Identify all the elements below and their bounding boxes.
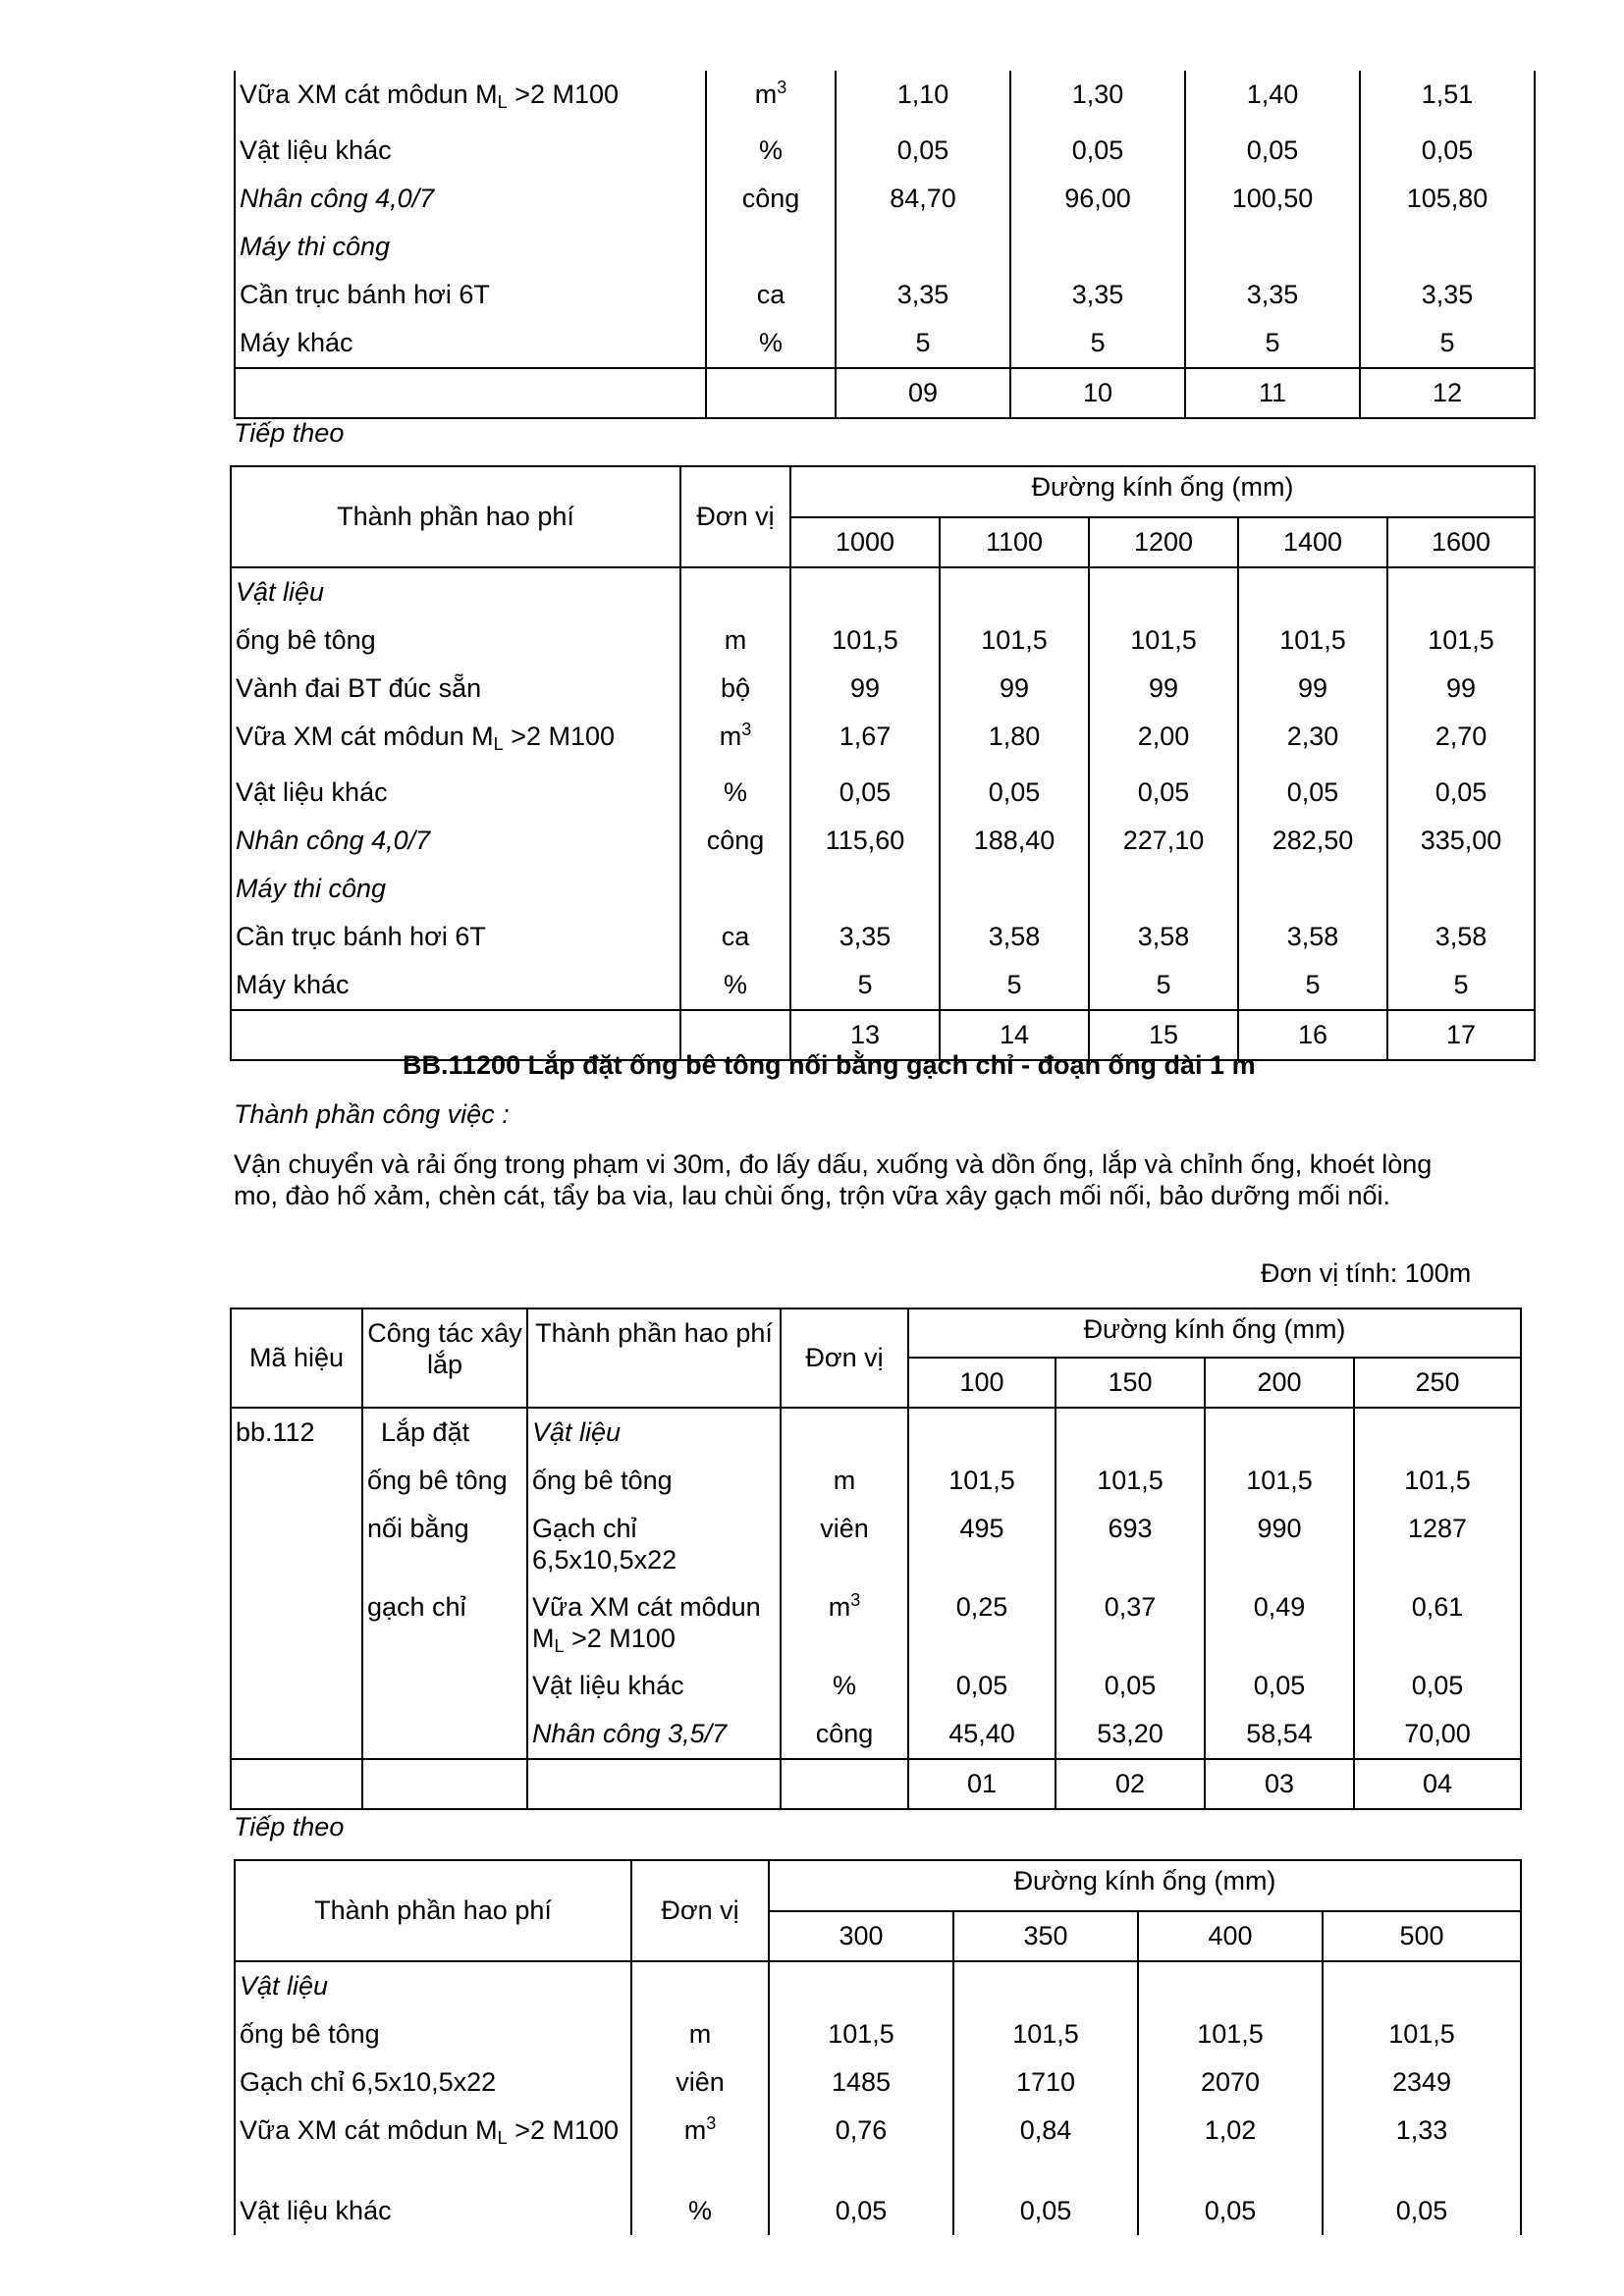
diameter-header: 1000 [790,517,940,567]
table-row [235,2187,1521,2235]
row-value: 0,76 [769,2107,953,2187]
norm-table-1000-1600 [230,465,1536,1061]
row-value: 3,35 [790,913,940,961]
header-code: Mã hiệu [231,1308,362,1408]
row-value: 5 [1387,961,1535,1010]
header-diameter: Đường kính ống (mm) [790,466,1535,517]
row-label: ống bê tông [231,616,680,665]
code-cell: 12 [1360,368,1535,418]
row-unit: $m^3$ [631,2107,769,2187]
table-row [231,1408,1521,1457]
row-unit: $m^3$ [781,1583,908,1662]
row-value: 5 [940,961,1089,1010]
code-cell: 11 [1185,368,1360,418]
row-label: Vật liệu khác [235,127,706,175]
row-unit: % [706,127,836,175]
row-value: 0,05 [1056,1662,1205,1710]
code-row [235,368,1535,418]
row-value: 0,05 [1010,127,1185,175]
row-value [1354,1408,1521,1457]
row-value: 2,30 [1238,713,1387,769]
row-work: gạch chỉ [362,1583,527,1662]
table-row [231,1710,1521,1759]
row-value: 3,58 [1089,913,1238,961]
header-unit: Đơn vị [781,1308,908,1408]
row-unit [680,865,790,913]
code-row [231,1759,1521,1809]
row-label: Vữa XM cát môdun $M_L >2$ M100 [235,71,706,127]
row-value: 3,35 [836,271,1010,319]
row-value [1387,865,1535,913]
row-label: Nhân công 3,5/7 [527,1710,781,1759]
section-title: BB.11200 Lắp đặt ống bê tông nối bằng gạch chỉ - đoạn ống dài 1 m [403,1050,1256,1080]
code-cell: 17 [1387,1010,1535,1060]
row-value: 2,00 [1089,713,1238,769]
row-value: 3,58 [940,913,1089,961]
row-value [1089,865,1238,913]
row-value: 101,5 [1323,2010,1521,2058]
row-value: 0,05 [769,2187,953,2235]
row-value: 1,40 [1185,71,1360,127]
header-component: Thành phần hao phí [527,1308,781,1408]
row-work [362,1710,527,1759]
row-value: 0,37 [1056,1583,1205,1662]
row-value: 101,5 [1089,616,1238,665]
header-component: Thành phần hao phí [235,1860,631,1961]
row-value: 3,58 [1387,913,1535,961]
row-value: 3,58 [1238,913,1387,961]
row-value: 0,05 [836,127,1010,175]
row-value: 101,5 [1387,616,1535,665]
table-row [231,913,1535,961]
diameter-header: 1100 [940,517,1089,567]
table-row [231,769,1535,817]
row-value: 1,10 [836,71,1010,127]
row-code [231,1710,362,1759]
table-row [231,616,1535,665]
row-value: 101,5 [908,1457,1056,1505]
table-row [231,665,1535,713]
row-unit: công [706,175,836,223]
row-value: 693 [1056,1505,1205,1583]
row-label: Vữa XM cát môdun $M_L >2$ M100 [527,1583,781,1662]
row-unit: viên [631,2058,769,2107]
row-value: 5 [1010,319,1185,368]
unit-note: Đơn vị tính: 100m [1261,1258,1472,1288]
row-unit: viên [781,1505,908,1583]
table-row [235,223,1535,271]
row-unit: % [680,769,790,817]
work-description: Vận chuyển và rải ống trong phạm vi 30m, đo lấy dấu, xuống và dồn ống, lắp và chỉnh ống, khoét lòng mo, đào hố xảm, chèn cát, tẩy ba via, lau chùi ống, trộn vữa xây gạch mối nối, bảo dưỡng mối nối. [234,1149,1433,1210]
row-label: Vật liệu [527,1408,781,1457]
row-label: Gạch chỉ 6,5x10,5x22 [527,1505,781,1583]
header-diameter: Đường kính ống (mm) [908,1308,1521,1358]
row-value: 5 [790,961,940,1010]
table-row [231,567,1535,616]
table-row [235,127,1535,175]
row-value: 0,05 [908,1662,1056,1710]
diameter-header: 400 [1138,1911,1323,1961]
row-unit: công [680,817,790,865]
code-cell: 09 [836,368,1010,418]
row-value: 282,50 [1238,817,1387,865]
code-cell: 01 [908,1759,1056,1809]
diameter-header: 1400 [1238,517,1387,567]
row-value: 53,20 [1056,1710,1205,1759]
row-unit: % [706,319,836,368]
header-component: Thành phần hao phí [231,466,680,567]
row-value [1360,223,1535,271]
row-value [1238,865,1387,913]
row-value: 1710 [953,2058,1138,2107]
table-row [235,2010,1521,2058]
row-value: 3,35 [1185,271,1360,319]
row-value: 101,5 [769,2010,953,2058]
row-value: 101,5 [940,616,1089,665]
row-value [940,865,1089,913]
row-value: 0,05 [790,769,940,817]
row-value [769,1961,953,2010]
row-value [1238,567,1387,616]
row-unit: $m^3$ [706,71,836,127]
row-value: 0,61 [1354,1583,1521,1662]
row-unit [680,567,790,616]
row-value: 84,70 [836,175,1010,223]
code-cell: 04 [1354,1759,1521,1809]
table-row [235,2058,1521,2107]
row-label: Vật liệu khác [235,2187,631,2235]
diameter-header: 1200 [1089,517,1238,567]
row-unit [781,1408,908,1457]
row-label: Máy khác [231,961,680,1010]
row-value: 5 [1238,961,1387,1010]
code-cell: 15 [1089,1010,1238,1060]
row-value: 0,05 [1323,2187,1521,2235]
row-label: ống bê tông [235,2010,631,2058]
row-value: 1485 [769,2058,953,2107]
row-value: 0,25 [908,1583,1056,1662]
row-value: 1,51 [1360,71,1535,127]
row-value: 1,30 [1010,71,1185,127]
row-value: 101,5 [1056,1457,1205,1505]
row-unit: m [781,1457,908,1505]
diameter-header: 500 [1323,1911,1521,1961]
row-work [362,1662,527,1710]
header-diameter: Đường kính ống (mm) [769,1860,1521,1911]
row-value: 101,5 [1205,1457,1354,1505]
row-unit: công [781,1710,908,1759]
table-row [231,1505,1521,1583]
code-cell: 10 [1010,368,1185,418]
code-cell: 13 [790,1010,940,1060]
table-row [231,817,1535,865]
row-code: bb.112 [231,1408,362,1457]
row-code [231,1505,362,1583]
row-label: Nhân công 4,0/7 [235,175,706,223]
norm-table-continued-top [234,71,1536,419]
row-value: 99 [790,665,940,713]
code-empty-cell [231,1759,362,1809]
row-label: Vành đai BT đúc sẵn [231,665,680,713]
row-label: Vật liệu [231,567,680,616]
row-value [1323,1961,1521,2010]
table-row [231,1662,1521,1710]
row-value: 115,60 [790,817,940,865]
code-empty-cell [706,368,836,418]
row-label: ống bê tông [527,1457,781,1505]
table-row [231,961,1535,1010]
row-label: Máy thi công [231,865,680,913]
row-unit [631,1961,769,2010]
row-value: 101,5 [953,2010,1138,2058]
row-value: 99 [1387,665,1535,713]
row-value: 0,05 [940,769,1089,817]
row-value: 0,49 [1205,1583,1354,1662]
row-value: 0,84 [953,2107,1138,2187]
row-code [231,1583,362,1662]
row-value: 0,05 [1387,769,1535,817]
code-cell: 14 [940,1010,1089,1060]
row-value: 0,05 [1089,769,1238,817]
row-value: 96,00 [1010,175,1185,223]
code-empty-cell [235,368,706,418]
row-value: 58,54 [1205,1710,1354,1759]
row-unit: bộ [680,665,790,713]
row-label: Cần trục bánh hơi 6T [231,913,680,961]
row-label: Nhân công 4,0/7 [231,817,680,865]
row-label: Gạch chỉ 6,5x10,5x22 [235,2058,631,2107]
diameter-header: 250 [1354,1358,1521,1408]
row-value [1185,223,1360,271]
row-value: 0,05 [1185,127,1360,175]
row-value [1387,567,1535,616]
row-value: 101,5 [790,616,940,665]
code-empty-cell [362,1759,527,1809]
table-row [231,1583,1521,1662]
norm-table-300-500 [234,1859,1522,2235]
row-unit: m [631,2010,769,2058]
row-label: Vật liệu khác [231,769,680,817]
row-value: 105,80 [1360,175,1535,223]
row-value: 0,05 [1205,1662,1354,1710]
row-value: 5 [1089,961,1238,1010]
row-unit: % [680,961,790,1010]
code-cell: 03 [1205,1759,1354,1809]
continued-caption: Tiếp theo [234,1812,345,1842]
diameter-header: 300 [769,1911,953,1961]
row-value: 0,05 [1138,2187,1323,2235]
row-unit: $m^3$ [680,713,790,769]
row-label: Cần trục bánh hơi 6T [235,271,706,319]
row-value: 1,80 [940,713,1089,769]
row-value: 1,02 [1138,2107,1323,2187]
row-value [1205,1408,1354,1457]
row-unit: ca [680,913,790,961]
table-row [235,2107,1521,2187]
row-value: 227,10 [1089,817,1238,865]
row-value [953,1961,1138,2010]
row-label: Vữa XM cát môdun $M_L >2$ M100 [235,2107,631,2187]
diameter-header: 100 [908,1358,1056,1408]
row-value: 1287 [1354,1505,1521,1583]
table-row [235,319,1535,368]
row-value: 45,40 [908,1710,1056,1759]
code-empty-cell [527,1759,781,1809]
row-value [1089,567,1238,616]
row-value: 101,5 [1354,1457,1521,1505]
row-value: 2349 [1323,2058,1521,2107]
code-cell: 02 [1056,1759,1205,1809]
row-value [1056,1408,1205,1457]
row-label: Máy khác [235,319,706,368]
row-unit [706,223,836,271]
row-value [1138,1961,1323,2010]
row-label: Vữa XM cát môdun $M_L >2$ M100 [231,713,680,769]
diameter-header: 350 [953,1911,1138,1961]
row-unit: % [631,2187,769,2235]
diameter-header: 200 [1205,1358,1354,1408]
row-work: nối bằng [362,1505,527,1583]
row-value: 2070 [1138,2058,1323,2107]
norm-table-bb112 [230,1308,1522,1810]
code-cell: 16 [1238,1010,1387,1060]
row-value: 70,00 [1354,1710,1521,1759]
row-value: 495 [908,1505,1056,1583]
row-value [790,865,940,913]
row-value: 0,05 [1238,769,1387,817]
header-unit: Đơn vị [680,466,790,567]
row-value: 101,5 [1238,616,1387,665]
row-value: 3,35 [1010,271,1185,319]
table-row [231,713,1535,769]
row-unit: % [781,1662,908,1710]
continued-caption: Tiếp theo [234,418,345,448]
row-value [790,567,940,616]
row-value: 101,5 [1138,2010,1323,2058]
row-unit: ca [706,271,836,319]
table-row [235,175,1535,223]
row-work: Lắp đặt [362,1408,527,1457]
work-label: Thành phần công việc : [234,1099,510,1129]
table-row [235,71,1535,127]
diameter-header: 150 [1056,1358,1205,1408]
row-value: 990 [1205,1505,1354,1583]
table-row [231,865,1535,913]
row-value: 5 [836,319,1010,368]
row-value: 0,05 [1360,127,1535,175]
row-label: Vật liệu [235,1961,631,2010]
row-code [231,1662,362,1710]
row-value: 5 [1360,319,1535,368]
code-empty-cell [781,1759,908,1809]
row-value: 1,33 [1323,2107,1521,2187]
row-value: 5 [1185,319,1360,368]
row-value [1010,223,1185,271]
row-value: 99 [940,665,1089,713]
row-unit: m [680,616,790,665]
row-value: 335,00 [1387,817,1535,865]
row-label: Máy thi công [235,223,706,271]
row-value: 100,50 [1185,175,1360,223]
row-work: ống bê tông [362,1457,527,1505]
header-unit: Đơn vị [631,1860,769,1961]
row-code [231,1457,362,1505]
row-value: 2,70 [1387,713,1535,769]
row-value: 1,67 [790,713,940,769]
diameter-header: 1600 [1387,517,1535,567]
row-value [836,223,1010,271]
row-value [940,567,1089,616]
row-value: 3,35 [1360,271,1535,319]
row-value: 99 [1089,665,1238,713]
header-work: Công tác xây lắp [362,1308,527,1408]
row-value: 99 [1238,665,1387,713]
table-row [235,1961,1521,2010]
row-value: 0,05 [953,2187,1138,2235]
table-row [235,271,1535,319]
row-value: 188,40 [940,817,1089,865]
row-label: Vật liệu khác [527,1662,781,1710]
table-row [231,1457,1521,1505]
row-value: 0,05 [1354,1662,1521,1710]
row-value [908,1408,1056,1457]
